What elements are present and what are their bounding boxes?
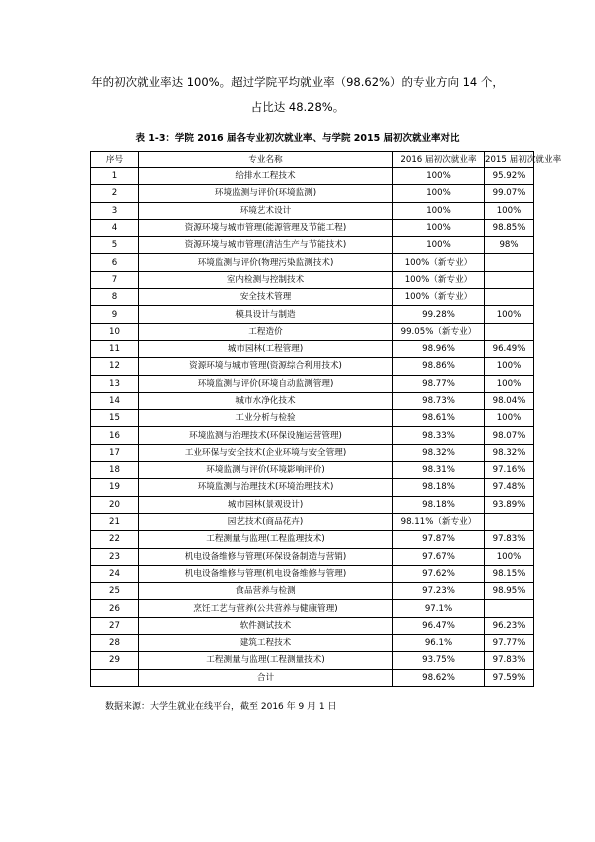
row-rate-2016: 100% [393, 237, 485, 254]
table-row [91, 583, 534, 600]
row-rate-2016: 97.62% [393, 565, 485, 582]
table-row [91, 513, 534, 530]
row-rate-2016: 100%（新专业） [393, 254, 485, 271]
row-major-name: 环境监测与评价(环境监测) [139, 185, 393, 202]
total-label: 合计 [139, 669, 393, 686]
row-index: 11 [91, 340, 139, 357]
row-index: 18 [91, 462, 139, 479]
table-row [91, 410, 534, 427]
table-total-row [91, 669, 534, 686]
row-major-name: 软件测试技术 [139, 617, 393, 634]
row-major-name: 环境监测与治理技术(环境治理技术) [139, 479, 393, 496]
table-row [91, 237, 534, 254]
row-rate-2015: 98.04% [485, 392, 534, 409]
row-rate-2016: 96.47% [393, 617, 485, 634]
row-index: 13 [91, 375, 139, 392]
row-index: 19 [91, 479, 139, 496]
row-rate-2015: 100% [485, 548, 534, 565]
row-index: 26 [91, 600, 139, 617]
row-major-name: 室内检测与控制技术 [139, 271, 393, 288]
table-row [91, 323, 534, 340]
row-index: 23 [91, 548, 139, 565]
row-rate-2016: 100% [393, 168, 485, 185]
row-major-name: 环境监测与评价(环境自动监测管理) [139, 375, 393, 392]
intro-line-1: 年的初次就业率达 100%。超过学院平均就业率（98.62%）的专业方向 14 个， [91, 75, 504, 89]
row-index: 4 [91, 219, 139, 236]
table-row [91, 600, 534, 617]
table-row [91, 375, 534, 392]
row-rate-2015 [485, 271, 534, 288]
row-index: 15 [91, 410, 139, 427]
row-rate-2016: 100%（新专业） [393, 271, 485, 288]
table-header-row [91, 152, 534, 168]
total-index [91, 669, 139, 686]
header-rate-2015: 2015 届初次就业率 [485, 152, 534, 168]
row-major-name: 工程测量与监理(工程测量技术) [139, 652, 393, 669]
row-index: 14 [91, 392, 139, 409]
row-rate-2016: 98.18% [393, 479, 485, 496]
row-rate-2016: 98.32% [393, 444, 485, 461]
row-rate-2016: 100%（新专业） [393, 289, 485, 306]
header-index: 序号 [91, 152, 139, 168]
total-rate-2015: 97.59% [485, 669, 534, 686]
row-index: 3 [91, 202, 139, 219]
row-rate-2015 [485, 289, 534, 306]
row-rate-2015: 98.32% [485, 444, 534, 461]
table-row [91, 635, 534, 652]
row-rate-2016: 97.23% [393, 583, 485, 600]
table-row [91, 531, 534, 548]
row-rate-2015 [485, 513, 534, 530]
row-major-name: 食品营养与检测 [139, 583, 393, 600]
row-major-name: 工程造价 [139, 323, 393, 340]
row-major-name: 环境监测与评价(物理污染监测技术) [139, 254, 393, 271]
row-rate-2016: 98.96% [393, 340, 485, 357]
row-rate-2016: 97.87% [393, 531, 485, 548]
row-index: 6 [91, 254, 139, 271]
row-rate-2016: 97.1% [393, 600, 485, 617]
row-rate-2015: 98.15% [485, 565, 534, 582]
row-rate-2016: 93.75% [393, 652, 485, 669]
row-major-name: 模具设计与制造 [139, 306, 393, 323]
table-row [91, 306, 534, 323]
row-index: 1 [91, 168, 139, 185]
table-row [91, 462, 534, 479]
table-row [91, 565, 534, 582]
row-index: 27 [91, 617, 139, 634]
row-rate-2016: 100% [393, 202, 485, 219]
row-rate-2015: 100% [485, 306, 534, 323]
row-rate-2016: 98.11%（新专业） [393, 513, 485, 530]
row-index: 28 [91, 635, 139, 652]
row-index: 21 [91, 513, 139, 530]
row-major-name: 城市园林(工程管理) [139, 340, 393, 357]
row-major-name: 工业环保与安全技术(企业环境与安全管理) [139, 444, 393, 461]
row-major-name: 机电设备维修与管理(环保设备制造与营销) [139, 548, 393, 565]
table-row [91, 202, 534, 219]
row-major-name: 城市园林(景观设计) [139, 496, 393, 513]
intro-line-2: 占比达 48.28%。 [250, 100, 345, 114]
row-index: 2 [91, 185, 139, 202]
table-row [91, 254, 534, 271]
row-rate-2015: 99.07% [485, 185, 534, 202]
data-source-note: 数据来源：大学生就业在线平台，截至 2016 年 9 月 1 日 [105, 702, 337, 712]
row-rate-2015: 96.49% [485, 340, 534, 357]
table-row [91, 496, 534, 513]
header-rate-2016: 2016 届初次就业率 [393, 152, 485, 168]
table-body [91, 168, 534, 670]
table-row [91, 340, 534, 357]
row-index: 25 [91, 583, 139, 600]
table-row [91, 479, 534, 496]
row-major-name: 给排水工程技术 [139, 168, 393, 185]
row-index: 12 [91, 358, 139, 375]
row-rate-2015: 98% [485, 237, 534, 254]
row-rate-2015: 98.95% [485, 583, 534, 600]
table-row [91, 617, 534, 634]
row-rate-2015 [485, 254, 534, 271]
row-major-name: 环境监测与治理技术(环保设施运营管理) [139, 427, 393, 444]
row-major-name: 安全技术管理 [139, 289, 393, 306]
row-rate-2015 [485, 600, 534, 617]
row-major-name: 工程测量与监理(工程监理技术) [139, 531, 393, 548]
row-rate-2016: 98.31% [393, 462, 485, 479]
header-major-name: 专业名称 [139, 152, 393, 168]
row-index: 5 [91, 237, 139, 254]
row-rate-2015: 100% [485, 202, 534, 219]
row-major-name: 机电设备维修与管理(机电设备维修与管理) [139, 565, 393, 582]
row-rate-2015: 97.83% [485, 531, 534, 548]
row-major-name: 建筑工程技术 [139, 635, 393, 652]
row-index: 7 [91, 271, 139, 288]
row-rate-2016: 98.18% [393, 496, 485, 513]
row-rate-2015: 97.77% [485, 635, 534, 652]
row-rate-2016: 96.1% [393, 635, 485, 652]
row-major-name: 资源环境与城市管理(资源综合利用技术) [139, 358, 393, 375]
row-index: 29 [91, 652, 139, 669]
row-rate-2015 [485, 323, 534, 340]
row-rate-2016: 98.77% [393, 375, 485, 392]
table-row [91, 168, 534, 185]
table-row [91, 358, 534, 375]
row-index: 10 [91, 323, 139, 340]
row-major-name: 资源环境与城市管理(清洁生产与节能技术) [139, 237, 393, 254]
row-rate-2015: 100% [485, 358, 534, 375]
row-major-name: 资源环境与城市管理(能源管理及节能工程) [139, 219, 393, 236]
table-row [91, 427, 534, 444]
row-rate-2016: 100% [393, 185, 485, 202]
employment-rate-table [90, 151, 562, 687]
row-rate-2015: 97.48% [485, 479, 534, 496]
row-index: 16 [91, 427, 139, 444]
table-row [91, 444, 534, 461]
row-index: 9 [91, 306, 139, 323]
row-rate-2016: 98.33% [393, 427, 485, 444]
row-rate-2015: 95.92% [485, 168, 534, 185]
table-row [91, 185, 534, 202]
row-rate-2015: 97.83% [485, 652, 534, 669]
row-major-name: 园艺技术(商品花卉) [139, 513, 393, 530]
row-rate-2016: 98.61% [393, 410, 485, 427]
row-rate-2015: 100% [485, 375, 534, 392]
row-major-name: 城市水净化技术 [139, 392, 393, 409]
table-row [91, 289, 534, 306]
row-index: 22 [91, 531, 139, 548]
row-major-name: 环境艺术设计 [139, 202, 393, 219]
table-row [91, 271, 534, 288]
row-index: 20 [91, 496, 139, 513]
table-row [91, 548, 534, 565]
table-caption: 表 1-3：学院 2016 届各专业初次就业率、与学院 2015 届初次就业率对比 [135, 133, 460, 144]
table-row [91, 652, 534, 669]
row-rate-2015: 97.16% [485, 462, 534, 479]
row-rate-2016: 100% [393, 219, 485, 236]
row-rate-2016: 99.05%（新专业） [393, 323, 485, 340]
row-rate-2015: 98.85% [485, 219, 534, 236]
row-index: 17 [91, 444, 139, 461]
row-rate-2016: 97.67% [393, 548, 485, 565]
table-row [91, 392, 534, 409]
row-index: 24 [91, 565, 139, 582]
total-rate-2016: 98.62% [393, 669, 485, 686]
row-index: 8 [91, 289, 139, 306]
row-major-name: 烹饪工艺与营养(公共营养与健康管理) [139, 600, 393, 617]
row-rate-2015: 100% [485, 410, 534, 427]
row-major-name: 环境监测与评价(环境影响评价) [139, 462, 393, 479]
row-rate-2016: 98.73% [393, 392, 485, 409]
row-rate-2015: 98.07% [485, 427, 534, 444]
row-rate-2016: 98.86% [393, 358, 485, 375]
table-row [91, 219, 534, 236]
row-major-name: 工业分析与检验 [139, 410, 393, 427]
row-rate-2015: 96.23% [485, 617, 534, 634]
row-rate-2016: 99.28% [393, 306, 485, 323]
row-rate-2015: 93.89% [485, 496, 534, 513]
